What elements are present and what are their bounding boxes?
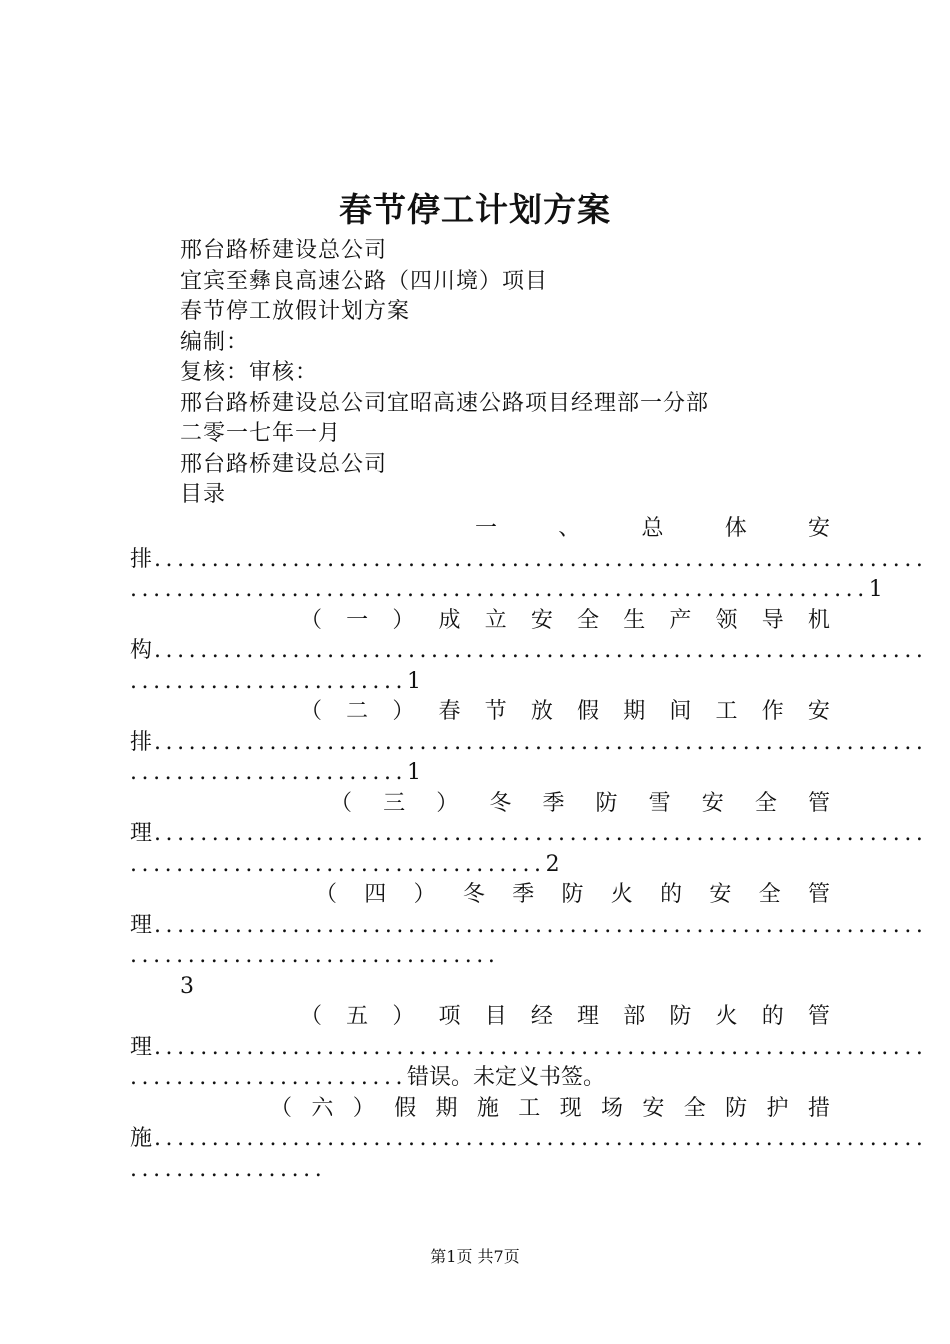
toc-heading-char: 全 [683,1095,706,1121]
toc-entry-heading[interactable] [475,514,830,545]
toc-dot-leader: ................................................................... [154,1034,928,1060]
toc-heading-char: 防 [561,882,584,907]
toc-dot-leader: ................................................................... [154,546,928,572]
toc-heading-char: ） [392,607,415,633]
toc-leader-line [130,1063,830,1094]
toc-page-number: 3 [180,973,194,999]
toc-dot-leader: ................................................................... [154,821,928,846]
toc-heading-char: ） [392,699,415,724]
table-of-contents [130,514,928,1185]
toc-heading-char: 放 [530,699,553,724]
toc-heading-char: 护 [766,1095,789,1121]
plan-name: 春节停工放假计划方案 [180,299,411,324]
toc-heading-char: 产 [669,607,692,633]
review-approval: 复核：审核： [180,360,319,385]
toc-heading-char: 防 [669,1004,692,1029]
toc-heading-char: 火 [715,1004,738,1029]
toc-page-number: 1 [868,577,883,602]
toc-heading-char: ） [392,1004,415,1029]
toc-dot-leader: ................................................................... [154,912,928,938]
toc-leader-line [130,1033,928,1064]
toc-heading-char: 冬 [489,790,512,816]
toc-dot-leader: ................................................................... [154,729,928,755]
toc-heading-char: 火 [610,882,633,907]
toc-heading-char: 作 [761,699,784,724]
toc-heading-char: 假 [577,699,600,724]
toc-heading-char: 工 [518,1095,541,1121]
toc-page-number: 1 [407,760,422,785]
toc-lead-char: 排 [130,546,155,572]
toc-leader-line [130,575,883,606]
toc-dot-leader: ................................................................ [130,577,869,602]
toc-lead-char: 理 [130,821,155,846]
toc-heading-char: 工 [715,699,738,724]
toc-heading-char: （ [330,790,353,816]
toc-heading-char: 间 [669,699,692,724]
toc-heading-char: 、 [558,516,581,541]
toc-heading-char: 二 [346,699,369,724]
toc-heading-char: 立 [484,607,507,633]
toc-heading-char: 施 [476,1095,499,1121]
toc-leader-line [130,819,928,850]
toc-leader-line [130,941,830,972]
toc-dot-leader: ................................ [130,943,500,968]
toc-dot-leader: ................................................................... [154,1126,928,1151]
toc-heading-char: 雪 [648,790,671,816]
toc-heading-char: （ [300,607,323,633]
toc-dot-leader: ........................ [130,668,408,694]
toc-leader-line [130,1124,928,1155]
toc-heading-char: 理 [577,1004,600,1029]
toc-heading-char: 冬 [462,882,485,907]
toc-leader-line [130,636,928,667]
toc-heading-char: 四 [364,882,387,907]
toc-leader-line [130,1155,830,1186]
toc-heading-char: 的 [660,882,683,907]
toc-heading-char: 期 [435,1095,458,1121]
document-title: 春节停工计划方案 [339,190,611,229]
toc-heading-char: 六 [311,1095,334,1121]
toc-lead-char: 施 [130,1126,155,1151]
toc-page-number: 2 [545,851,560,877]
toc-heading-char: 防 [725,1095,748,1121]
toc-heading-char: 总 [641,516,664,541]
toc-heading-char: 措 [807,1095,830,1121]
toc-heading-char: （ [315,882,338,907]
toc-heading-char: 春 [438,699,461,724]
project-name: 宜宾至彝良高速公路（四川境）项目 [180,268,549,294]
toc-heading-char: 成 [438,607,461,633]
toc-heading-char: 全 [577,607,600,633]
toc-heading-char: 三 [383,790,406,816]
toc-heading-char: 季 [542,790,565,816]
toc-entry-heading[interactable] [270,1094,830,1125]
toc-entry-heading[interactable] [300,697,830,728]
toc-lead-char: 理 [130,1034,155,1060]
toc-dot-leader: ........................ [130,1065,408,1090]
toc-heading-char: 项 [438,1004,461,1029]
toc-lead-char: 构 [130,638,155,663]
toc-heading-char: 五 [346,1004,369,1029]
toc-heading-char: 全 [758,882,781,907]
toc-leader-line [130,667,830,698]
company-name: 邢台路桥建设总公司 [180,238,388,263]
toc-lead-char: 理 [130,912,155,938]
toc-heading-char: 目 [484,1004,507,1029]
toc-heading-char: 部 [623,1004,646,1029]
toc-heading-char: 防 [595,790,618,816]
toc-heading-char: ） [413,882,436,907]
toc-page-number: 1 [407,668,422,694]
toc-heading-char: （ [300,1004,323,1029]
toc-heading-char: 安 [642,1095,665,1121]
toc-heading-char: 领 [715,607,738,633]
toc-leader-line [130,728,928,759]
toc-heading-char: 一 [475,516,498,541]
toc-heading-char: 生 [623,607,646,633]
toc-heading-char: 安 [807,516,830,541]
toc-heading-char: 假 [394,1095,417,1121]
toc-entry-heading[interactable] [330,789,830,820]
toc-heading-char: 导 [761,607,784,633]
toc-dot-leader: .................................... [130,851,546,877]
toc-heading-char: （ [270,1095,293,1121]
toc-leader-line [130,850,830,881]
toc-heading-char: 管 [807,1004,830,1029]
toc-heading-char: 安 [807,699,830,724]
toc-heading-char: ） [352,1095,375,1121]
page-footer: 第1页 共7页 [430,1247,520,1266]
toc-heading-char: 的 [761,1004,784,1029]
toc-heading-char: ） [436,790,459,816]
department-name: 邢台路桥建设总公司宜昭高速公路项目经理部一分部 [180,390,710,416]
toc-heading-char: 经 [530,1004,553,1029]
toc-heading-char: 安 [530,607,553,633]
toc-dot-leader: ................. [130,1156,327,1182]
document-date: 二零一七年一月 [180,421,342,446]
toc-entry-heading[interactable] [315,880,830,911]
toc-leader-line [130,758,830,789]
toc-heading-char: 场 [601,1095,624,1121]
toc-leader-line [130,911,928,942]
toc-heading-char: 安 [709,882,732,907]
toc-page-line [130,972,830,1003]
toc-heading-char: 一 [346,607,369,633]
toc-entry-heading[interactable] [300,1002,830,1033]
toc-dot-leader: ........................ [130,760,408,785]
toc-heading-char: 全 [754,790,777,816]
toc-heading-char: 期 [623,699,646,724]
prepared-by: 编制： [180,329,250,355]
toc-heading-char: 管 [807,882,830,907]
toc-heading-char: 体 [724,516,747,541]
toc-page-number: 错误。未定义书签。 [407,1065,606,1090]
toc-lead-char: 排 [130,729,155,755]
toc-heading-char: 节 [484,699,507,724]
toc-leader-line [130,545,928,576]
company-name-repeat: 邢台路桥建设总公司 [180,451,388,477]
toc-heading-char: 现 [559,1095,582,1121]
toc-heading-char: 管 [807,790,830,816]
toc-heading-char: （ [300,699,323,724]
toc-heading-char: 季 [512,882,535,907]
front-matter [180,236,860,511]
toc-entry-heading[interactable] [300,606,830,637]
toc-heading: 目录 [180,482,227,507]
toc-heading-char: 机 [807,607,830,633]
toc-heading-char: 安 [701,790,724,816]
toc-dot-leader: ................................................................... [154,638,928,663]
